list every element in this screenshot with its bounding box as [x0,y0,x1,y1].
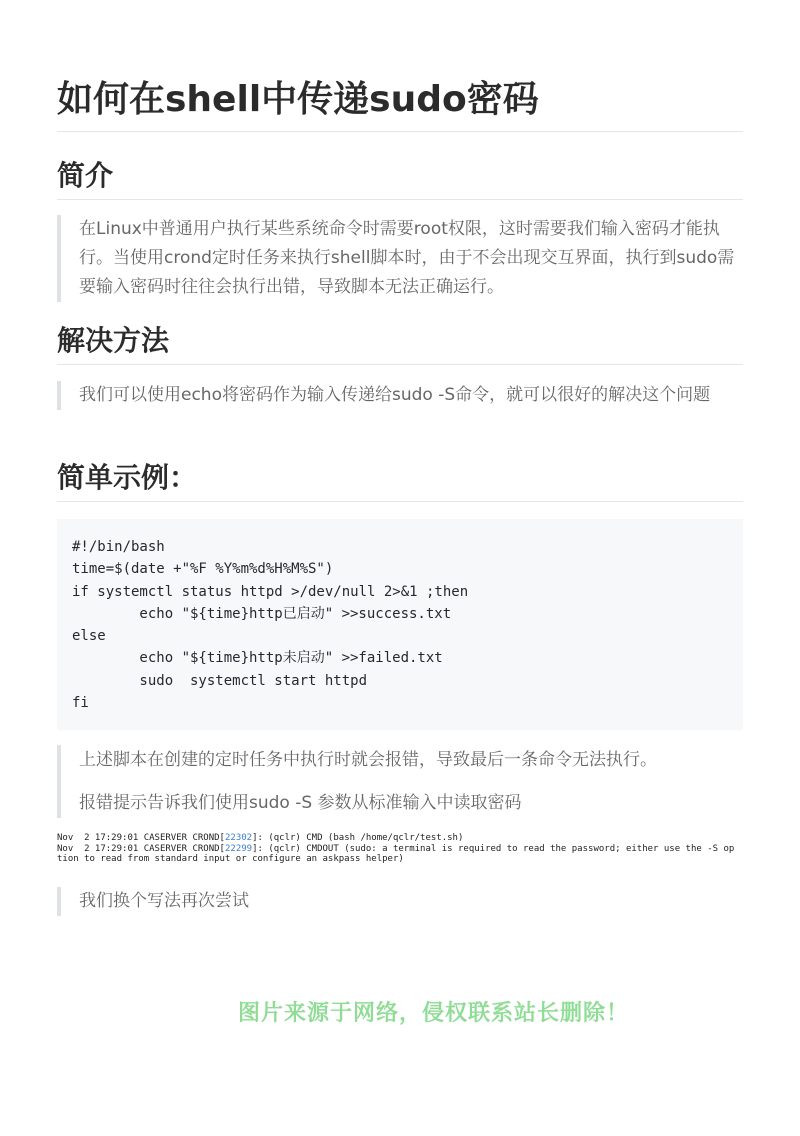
intro-text: 在Linux中普通用户执行某些系统命令时需要root权限，这时需要我们输入密码才能执行。当使用crond定时任务来执行shell脚本时，由于不会出现交互界面，执行到sudo需要输入密码时往往会执行出错，导致脚本无法正确运行。 [79,219,735,297]
final-text: 我们换个写法再次尝试 [79,891,249,911]
log-line-1: Nov 2 17:29:01 CASERVER CROND[22302]: (qclr) CMD (bash /home/qclr/test.sh) [57,833,464,843]
log-screenshot [57,833,743,867]
title-divider [57,131,743,132]
error-text: 上述脚本在创建的定时任务中执行时就会报错，导致最后一条命令无法执行。 [79,750,657,770]
hint-text: 报错提示告诉我们使用sudo -S 参数从标准输入中读取密码 [79,793,522,813]
watermark-text: 图片来源于网络，侵权联系站长删除！ [238,1001,630,1026]
example-divider [57,501,743,502]
example-heading: 简单示例： [57,461,198,494]
final-blockquote [57,887,743,916]
log-pid-2: 22299 [224,843,253,854]
solution-text: 我们可以使用echo将密码作为输入传递给sudo -S命令，就可以很好的解决这个问题 [79,385,711,405]
page-title: 如何在shell中传递sudo密码 [57,79,539,120]
intro-blockquote [57,215,743,302]
log-pid-1: 22302 [224,833,253,843]
solution-heading: 解决方法 [57,324,170,357]
log-line-3: tion to read from standard input or configure an askpass helper) [57,854,404,864]
solution-blockquote [57,381,743,410]
log-line-2: Nov 2 17:29:01 CASERVER CROND[22299]: (qclr) CMDOUT (sudo: a terminal is required to read the password; either use the -S op [57,843,735,854]
solution-divider [57,364,743,365]
intro-divider [57,199,743,200]
intro-heading: 简介 [57,159,114,192]
error-blockquote [57,745,743,818]
code-block: #!/bin/bash time=$(date +"%F %Y%m%d%H%M%S") if systemctl status httpd >/dev/null 2>&1 ;then echo "${time}http已启动" >>success.txt else echo "${time}http未启动" >>failed.txt sudo systemctl start httpd fi [57,519,743,730]
